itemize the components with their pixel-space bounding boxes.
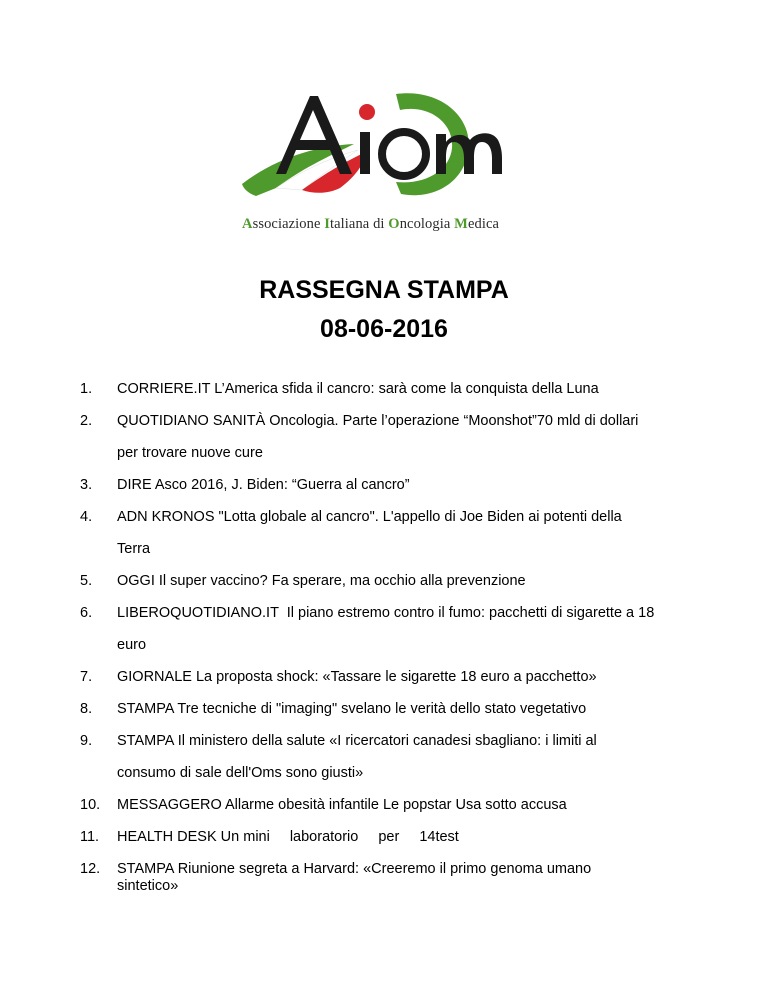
item-text: DIRE Asco 2016, J. Biden: “Guerra al cancro” — [117, 477, 410, 493]
item-number: 10. — [80, 797, 101, 813]
item-text: ADN KRONOS "Lotta globale al cancro". L'appello di Joe Biden ai potenti della — [117, 509, 622, 525]
item-text: STAMPA Riunione segreta a Harvard: «Creeremo il primo genoma umano — [117, 861, 592, 877]
tagline-word: edica — [467, 216, 500, 232]
item-text: laboratorio — [289, 829, 359, 845]
tagline-initial: M — [454, 216, 468, 232]
list-item — [80, 693, 720, 725]
item-text: CORRIERE.IT L’America sfida il cancro: sarà come la conquista della Luna — [117, 381, 599, 397]
list-item — [80, 501, 720, 565]
item-number: 12. — [80, 861, 101, 877]
list-item — [80, 661, 720, 693]
item-number: 5. — [80, 573, 93, 589]
list-item — [80, 597, 720, 661]
list-item — [80, 821, 720, 853]
list-item — [80, 373, 720, 405]
list-item — [80, 789, 720, 821]
item-text: OGGI Il super vaccino? Fa sperare, ma occhio alla prevenzione — [117, 573, 526, 589]
logo-green-circle — [396, 93, 469, 195]
list-item — [80, 725, 720, 789]
item-text-continued: consumo di sale dell'Oms sono giusti» — [117, 765, 364, 781]
item-number: 8. — [80, 701, 93, 717]
item-text: HEALTH DESK Un mini — [117, 829, 270, 845]
tagline-word: di — [373, 216, 385, 232]
logo-red-dot — [359, 104, 375, 120]
item-number: 7. — [80, 669, 93, 685]
item-text: MESSAGGERO Allarme obesità infantile Le popstar Usa sotto accusa — [117, 797, 567, 813]
tagline-initial: A — [242, 216, 253, 232]
item-text: per — [378, 829, 400, 845]
item-text: STAMPA Il ministero della salute «I ricercatori canadesi sbagliano: i limiti al — [117, 733, 597, 749]
logo-letter-i — [360, 132, 370, 174]
logo-letter-o — [382, 132, 426, 176]
tagline-word: taliana — [330, 216, 370, 232]
tagline-word: ncologia — [399, 216, 451, 232]
press-review-list — [80, 373, 720, 895]
item-number: 6. — [80, 605, 93, 621]
item-number: 1. — [80, 381, 93, 397]
item-text: STAMPA Tre tecniche di "imaging" svelano le verità dello stato vegetativo — [117, 701, 587, 717]
list-item — [80, 405, 720, 469]
list-item — [80, 565, 720, 597]
item-text-continued: per trovare nuove cure — [117, 445, 263, 461]
tagline-initial: I — [324, 216, 330, 232]
logo-tagline — [242, 216, 499, 233]
item-number: 11. — [80, 829, 100, 845]
item-text: LIBEROQUOTIDIANO.IT Il piano estremo contro il fumo: pacchetti di sigarette a 18 — [117, 605, 655, 621]
item-text: QUOTIDIANO SANITÀ Oncologia. Parte l’operazione “Moonshot”70 mld di dollari — [117, 413, 639, 429]
item-number: 4. — [80, 509, 93, 525]
item-text-continued: sintetico» — [117, 878, 179, 894]
aiom-logo-mark — [236, 88, 536, 208]
document-title: RASSEGNA STAMPA — [259, 276, 509, 304]
aiom-logo — [236, 88, 536, 238]
item-number: 9. — [80, 733, 93, 749]
item-number: 2. — [80, 413, 93, 429]
item-text-continued: Terra — [117, 541, 151, 557]
item-text: GIORNALE La proposta shock: «Tassare le sigarette 18 euro a pacchetto» — [117, 669, 597, 685]
tagline-initial: O — [388, 216, 400, 232]
item-number: 3. — [80, 477, 93, 493]
logo-letter-m — [436, 133, 502, 174]
document-date: 08-06-2016 — [320, 315, 448, 343]
tagline-word: ssociazione — [252, 216, 321, 232]
item-text: 14test — [419, 829, 459, 845]
list-item — [80, 861, 720, 895]
item-text-continued: euro — [117, 637, 147, 653]
list-item — [80, 469, 720, 501]
